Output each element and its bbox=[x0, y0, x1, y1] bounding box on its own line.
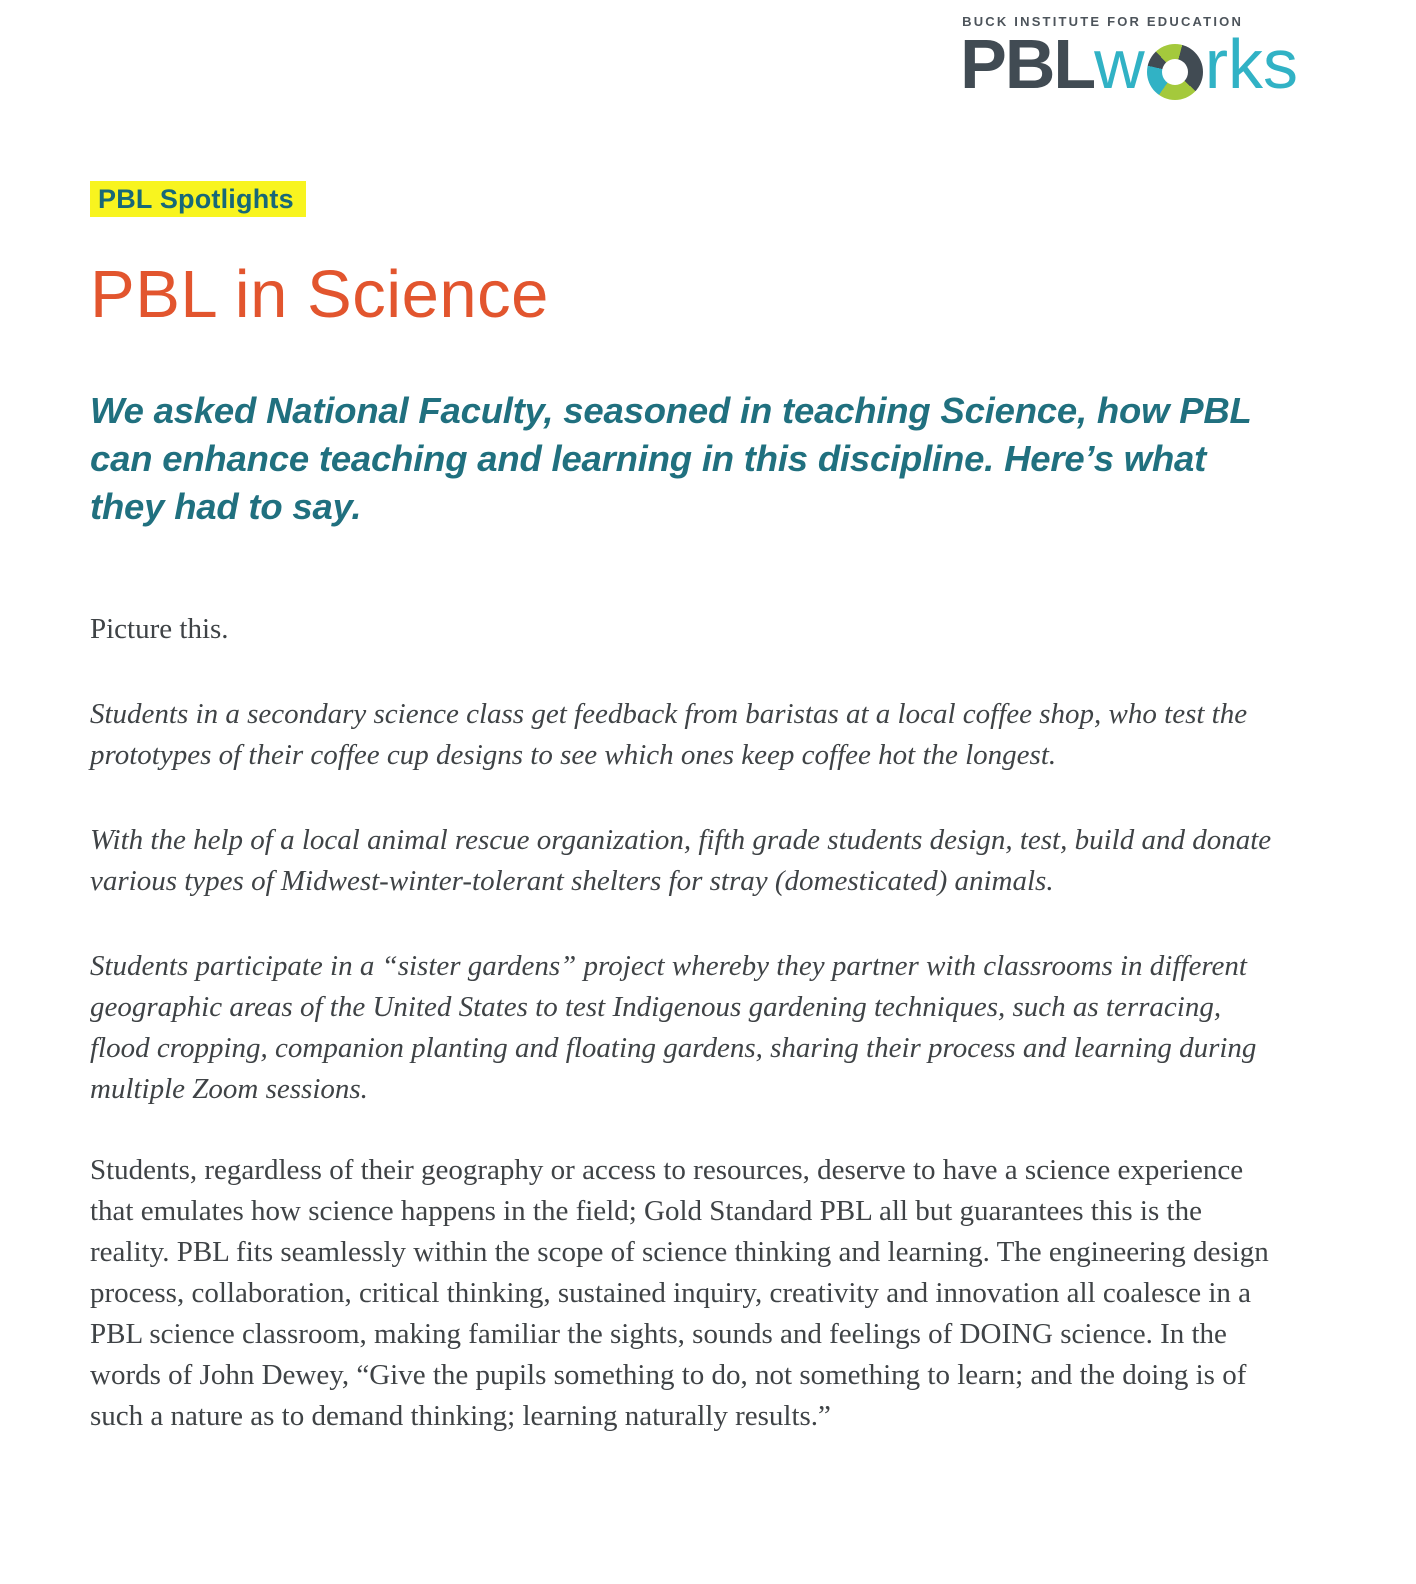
logo-works-rks-text: rks bbox=[1204, 25, 1298, 103]
logo-o-ring-icon bbox=[1147, 44, 1203, 100]
scenario-paragraph: Students in a secondary science class get feedback from baristas at a local coffee shop, who test the prototypes of their coffee cup designs to see which ones keep coffee hot the longest. bbox=[90, 698, 1248, 771]
scenario-paragraph: With the help of a local animal rescue organization, fifth grade students design, test, build and donate various types of Midwest-winter-tolerant shelters for stray (domesticated) animals. bbox=[90, 824, 1272, 897]
brand-logo bbox=[960, 14, 1298, 103]
badge-row bbox=[90, 181, 1326, 217]
page-title: PBL in Science bbox=[90, 257, 549, 332]
closing-paragraph: Students, regardless of their geography or access to resources, deserve to have a science experience that emulates how science happens in the field; Gold Standard PBL all but guarantees this is the reality. PBL fits seamlessly within the scope of science thinking and learning. The engineering design process, collaboration, critical thinking, sustained inquiry, creativity and innovation all coalesce in a PBL science classroom, making familiar the sights, sounds and feelings of DOING science. In the words of John Dewey, “Give the pupils something to do, not something to learn; and the doing is of such a nature as to demand thinking; learning naturally results.” bbox=[90, 1154, 1269, 1432]
intro-paragraph: Picture this. bbox=[90, 613, 229, 645]
spotlight-badge: PBL Spotlights bbox=[90, 181, 306, 217]
logo-pbl-text: PBL bbox=[960, 25, 1095, 103]
logo-works-w-text: w bbox=[1094, 25, 1145, 103]
brand-wordmark bbox=[960, 25, 1298, 103]
article-subtitle: We asked National Faculty, seasoned in teaching Science, how PBL can enhance teaching and learning in this discipline. Here’s what they had to say. bbox=[90, 390, 1251, 527]
scenario-paragraph: Students participate in a “sister gardens” project whereby they partner with classrooms in different geographic areas of the United States to test Indigenous gardening techniques, such as terracing, flood cropping, companion planting and floating gardens, sharing their process and learning during multiple Zoom sessions. bbox=[90, 950, 1257, 1105]
brand-tagline: BUCK INSTITUTE FOR EDUCATION bbox=[962, 14, 1244, 29]
